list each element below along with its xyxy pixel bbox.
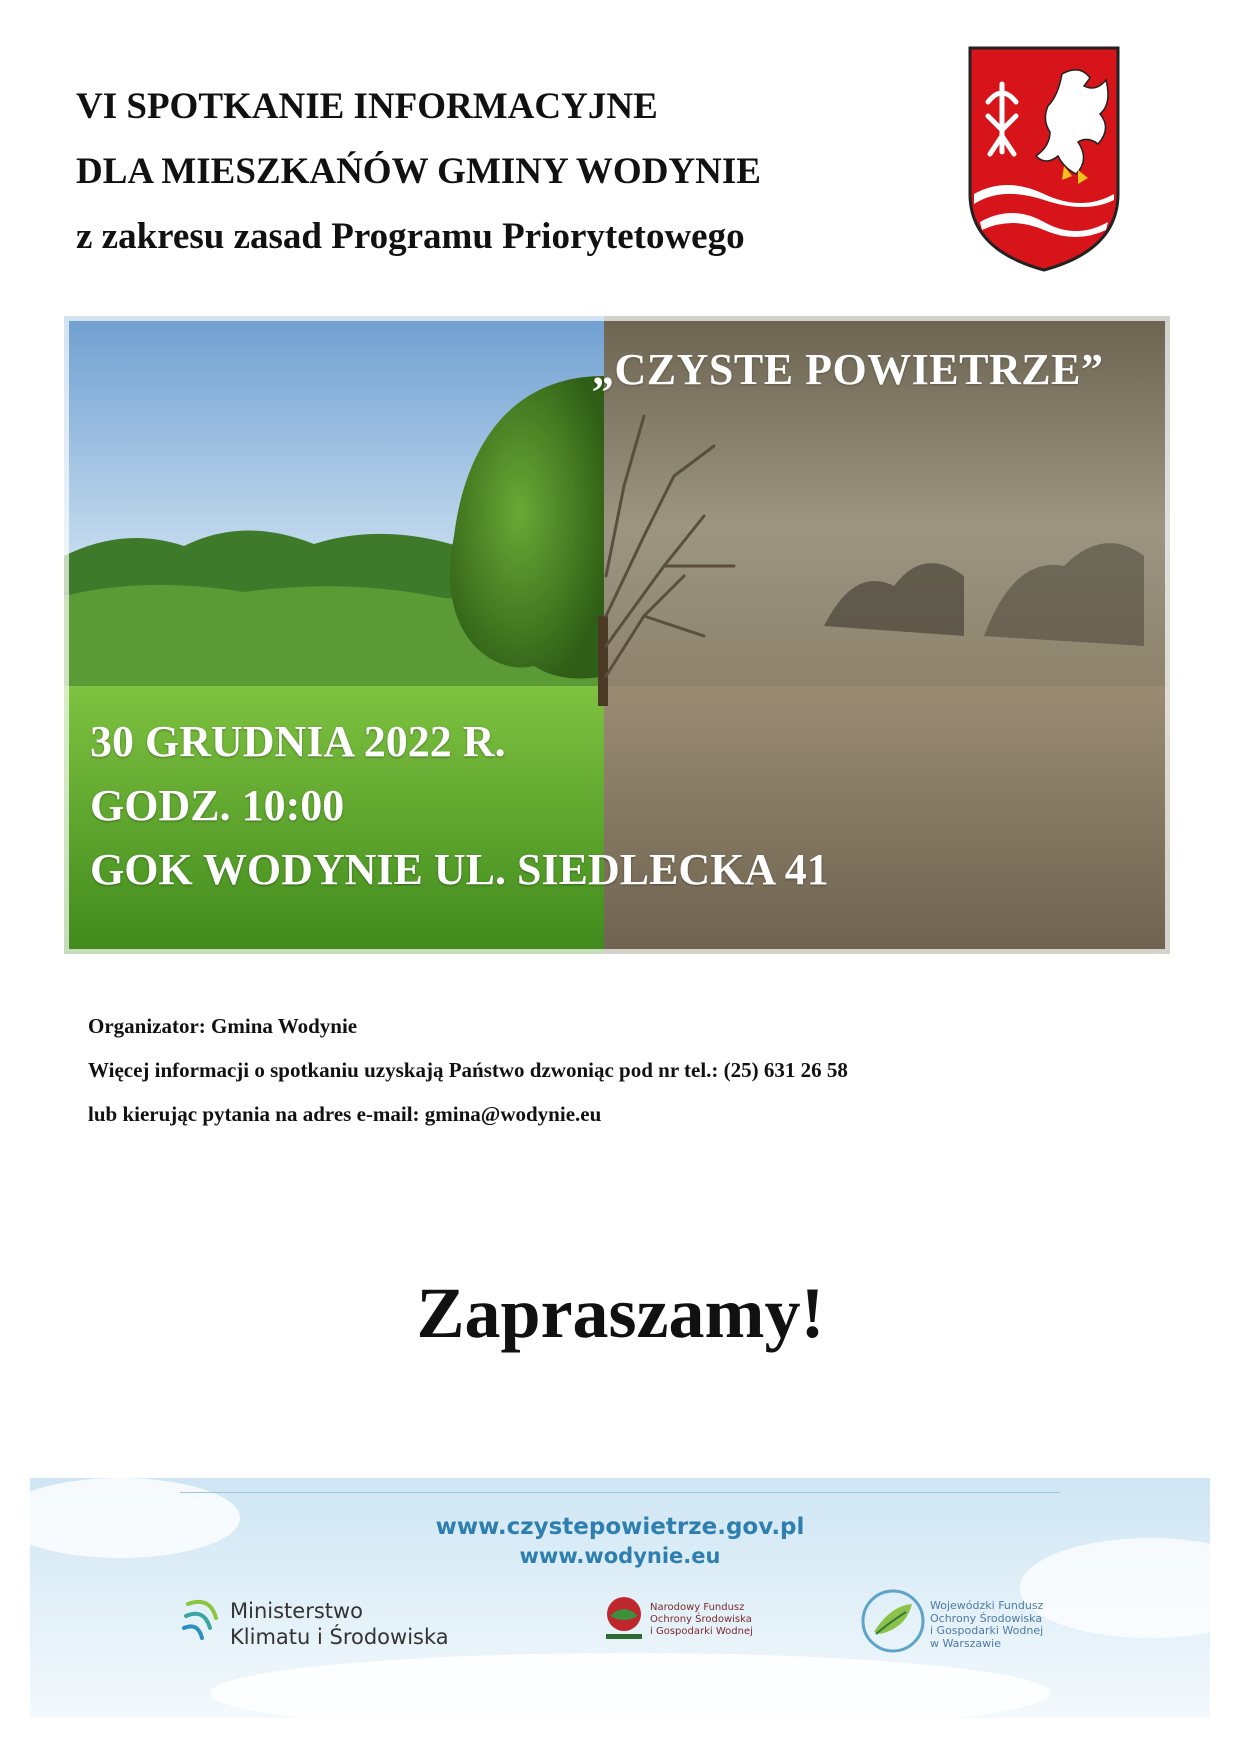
nfosigw-logo-text: Narodowy Fundusz Ochrony Środowiska i Gospodarki Wodnej bbox=[650, 1602, 753, 1637]
contact-info bbox=[88, 1014, 1088, 1146]
header-line-3: z zakresu zasad Programu Priorytetowego bbox=[76, 216, 745, 257]
footer-banner bbox=[30, 1478, 1210, 1718]
hero-title: „CZYSTE POWIETRZE” bbox=[592, 345, 1104, 394]
footer-divider bbox=[180, 1492, 1060, 1493]
header-line-2: DLA MIESZKAŃÓW GMINY WODYNIE bbox=[76, 151, 761, 192]
phone-line: Więcej informacji o spotkaniu uzyskają Państwo dzwoniąc pod nr tel.: (25) 631 26 58 bbox=[88, 1058, 848, 1082]
wfosigw-logo-icon bbox=[860, 1588, 926, 1654]
event-details bbox=[90, 717, 829, 912]
event-time: GODZ. 10:00 bbox=[90, 781, 345, 830]
event-date: 30 GRUDNIA 2022 R. bbox=[90, 717, 506, 766]
ministry-logo-icon bbox=[180, 1594, 224, 1644]
link-czystepowietrze[interactable]: www.czystepowietrze.gov.pl bbox=[435, 1514, 805, 1540]
header bbox=[76, 88, 876, 283]
header-line-1: VI SPOTKANIE INFORMACYJNE bbox=[76, 86, 658, 127]
organizer-line: Organizator: Gmina Wodynie bbox=[88, 1014, 358, 1038]
ministry-logo-text: Ministerstwo Klimatu i Środowiska bbox=[230, 1599, 449, 1650]
wfosigw-logo-text: Wojewódzki Fundusz Ochrony Środowiska i Gospodarki Wodnej w Warszawie bbox=[930, 1599, 1044, 1650]
invitation-heading: Zapraszamy! bbox=[416, 1273, 825, 1353]
hero-image bbox=[64, 316, 1170, 954]
coat-of-arms-icon bbox=[966, 44, 1122, 274]
event-place: GOK WODYNIE UL. SIEDLECKA 41 bbox=[90, 845, 829, 894]
nfosigw-logo-icon bbox=[600, 1594, 648, 1646]
email-line: lub kierując pytania na adres e-mail: gmina@wodynie.eu bbox=[88, 1102, 602, 1126]
link-wodynie[interactable]: www.wodynie.eu bbox=[519, 1544, 721, 1568]
